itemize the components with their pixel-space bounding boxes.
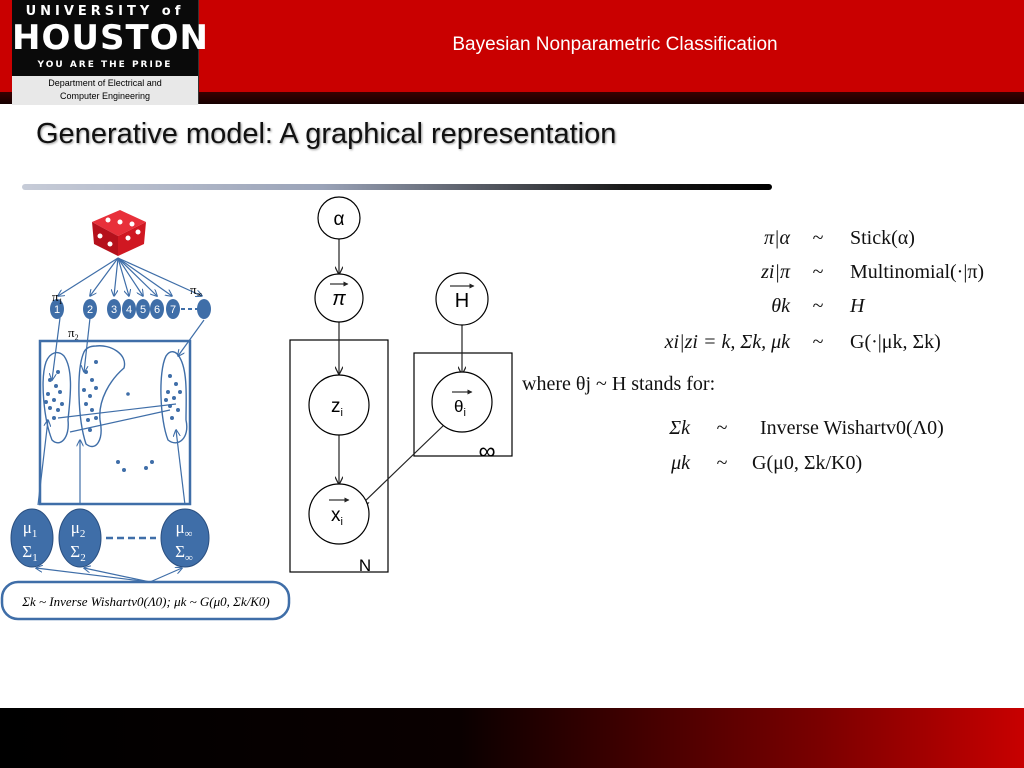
eq-1-lhs: π|α xyxy=(763,227,790,249)
stick-label-6: 6 xyxy=(153,304,161,316)
sub-eq-1-rhs: Inverse Wishartv0(Λ0) xyxy=(760,417,944,439)
node-2-sigma: $\Sigma_2$ xyxy=(70,542,86,564)
dice-arrows xyxy=(58,258,202,296)
logo-dept-line-1: Department of Electrical and xyxy=(48,78,162,88)
cluster-outlines xyxy=(43,346,187,447)
eq-4-rhs: G(·|μk, Σk) xyxy=(850,331,941,353)
stick-label-1: 1 xyxy=(53,304,61,316)
sub-eq-1-op: ~ xyxy=(716,417,728,439)
prior-arrows xyxy=(36,568,182,582)
header-title: Bayesian Nonparametric Classification xyxy=(452,34,778,55)
logo-line-1: UNIVERSITY of xyxy=(25,4,185,19)
stick-label-7: 7 xyxy=(169,304,177,316)
dice-icon xyxy=(92,210,146,256)
sub-eq-2-rhs: G(μ0, Σk/K0) xyxy=(752,452,863,474)
footer-bar xyxy=(0,708,1024,768)
sub-eq-2-lhs: μk xyxy=(671,452,690,474)
eq-2-op: ~ xyxy=(812,261,824,283)
slide-title: Generative model: A graphical representation xyxy=(36,118,617,150)
plate-n-label: N xyxy=(358,556,372,575)
stick-label-4: 4 xyxy=(125,304,133,316)
eq-2-lhs: zi|π xyxy=(761,261,790,283)
eq-3-rhs: H xyxy=(850,295,865,317)
node-2-mu: $\mu_2$ xyxy=(70,518,86,540)
eq-3-lhs: θk xyxy=(771,295,790,317)
pi-inf-label: $\pi_\infty$ xyxy=(190,282,203,299)
alpha-label: α xyxy=(333,209,345,230)
x-label: $x_i$ xyxy=(331,505,343,528)
h-label: H xyxy=(454,290,470,312)
node-1-sigma: $\Sigma_1$ xyxy=(22,542,38,564)
logo-dept-line-2: Computer Engineering xyxy=(59,91,151,101)
eq-4-lhs: xi|zi = k, Σk, μk xyxy=(664,331,790,353)
where-text: where θj ~ H stands for: xyxy=(522,373,716,395)
stick-label-3: 3 xyxy=(110,304,118,316)
equations xyxy=(522,227,984,474)
stick-label-2: 2 xyxy=(86,304,94,316)
pi-2-label: $\pi_2$ xyxy=(68,325,79,342)
stick-label-5: 5 xyxy=(139,304,147,316)
sub-eq-1-lhs: Σk xyxy=(669,417,690,439)
graph-edges xyxy=(339,239,462,505)
eq-1-op: ~ xyxy=(812,227,824,249)
eq-2-rhs: Multinomial(·|π) xyxy=(850,261,985,283)
logo-line-2: HOUSTON xyxy=(12,18,210,58)
plate-inf-label: ∞ xyxy=(478,438,496,465)
prior-formula-text: Σk ~ Inverse Wishartv0(Λ0); μk ~ G(μ0, Σk/K0) xyxy=(22,594,270,609)
stick-circle-inf xyxy=(197,299,211,319)
node-1-mu: $\mu_1$ xyxy=(22,518,38,540)
theta-label: $\theta_i$ xyxy=(454,397,466,419)
sub-eq-2-op: ~ xyxy=(716,452,728,474)
logo-line-3: YOU ARE THE PRIDE xyxy=(37,60,173,70)
eq-1-rhs: Stick(α) xyxy=(850,227,915,249)
eq-3-op: ~ xyxy=(812,295,824,317)
pi-label: π xyxy=(332,288,346,310)
node-inf-sigma: $\Sigma_\infty$ xyxy=(175,542,193,564)
pi-1-label: $\pi_1$ xyxy=(52,289,63,306)
node-inf-mu: $\mu_\infty$ xyxy=(175,518,193,540)
z-label: $z_i$ xyxy=(331,396,343,419)
eq-4-op: ~ xyxy=(812,331,824,353)
